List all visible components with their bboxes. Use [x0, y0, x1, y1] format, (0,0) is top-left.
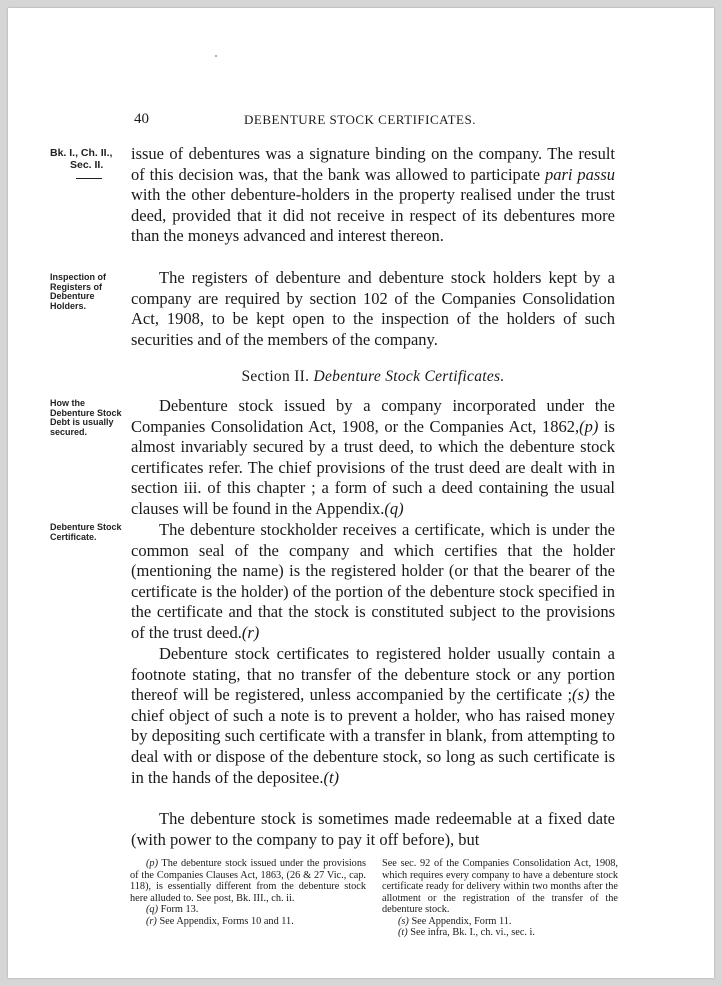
footnote-continuation: See sec. 92 of the Companies Consolidation Act, 1908, which requires every company to have a debenture stock certificate ready for delivery within two months after the allotment or the registration of the transfer of the debenture stock.: [382, 858, 618, 915]
speck-mark: [215, 55, 217, 57]
footnote-r: [130, 916, 366, 928]
footnote-text: See infra, Bk. I., ch. vi., sec. i.: [407, 927, 535, 938]
book-reference-line2: Sec. II.: [70, 159, 104, 171]
paragraph-certificate: [131, 520, 615, 644]
footnote-mark: (p): [146, 858, 159, 869]
section-label: Section II.: [241, 368, 310, 385]
paragraph-inspection: The registers of debenture and debenture stock holders kept by a company are required by section 102 of the Companies Consolidation Act, 1908, to be kept open to the inspection of the holders of such securities and of the members of the company.: [131, 268, 615, 349]
footnote-s: [382, 916, 618, 928]
paragraph-registered-holder: [131, 644, 615, 788]
footnote-text: See Appendix, Form 11.: [408, 915, 512, 927]
paragraph-how-secured: [131, 396, 615, 520]
paragraph-text: issue of debentures was a signature binding on the company. The result of this decision was, that the bank was allowed to participate: [131, 144, 615, 184]
section-heading: [131, 368, 615, 386]
margin-note-how-secured: How the Debenture Stock Debt is usually secured.: [50, 398, 122, 437]
footnote-column-right: [382, 858, 618, 939]
paragraph-text: with the other debenture-holders in the property realised under the trust deed, provided that it did not receive in respect of its debentures more than the moneys advanced and interest thereon.: [131, 185, 615, 246]
page-header: [8, 111, 714, 133]
footnote-ref: (p): [579, 416, 599, 436]
italic-phrase: pari passu: [544, 164, 615, 184]
footnote-text: See Appendix, Forms 10 and 11.: [156, 915, 294, 927]
paragraph-text: is almost invariably secured by a trust deed, to which the debenture stock certificates refer. The chief provisions of the trust deed are dealt with in section iii. of this chapter ; a form of such a deed containing the usual clauses will be found in the Appendix.: [131, 416, 615, 518]
footnote-ref: (q): [384, 498, 404, 518]
paragraph-text: Debenture stock certificates to registered holder usually contain a footnote stating, that no transfer of the debenture stock or any portion thereof will be registered, unless accompanied by the certificate ;: [131, 644, 615, 705]
paragraph-text: Debenture stock issued by a company incorporated under the Companies Consolidation Act, 1908, or the Companies Act, 1862,: [131, 396, 615, 436]
footnote-mark: (s): [398, 915, 409, 927]
footnote-ref: (t): [323, 767, 340, 787]
book-reference-line1: Bk. I., Ch. II.,: [50, 147, 113, 159]
margin-note-inspection: Inspection of Registers of Debenture Holders.: [50, 272, 106, 311]
footnote-q: [130, 904, 366, 916]
running-title: DEBENTURE STOCK CERTIFICATES.: [244, 112, 476, 127]
footnotes: [130, 858, 618, 939]
section-title: Debenture Stock Certificates.: [313, 368, 505, 385]
footnote-t: [382, 927, 618, 939]
footnote-ref: (r): [241, 622, 260, 642]
margin-rule: [76, 178, 102, 179]
page-number: 40: [134, 111, 149, 127]
margin-note-book-reference: [50, 147, 130, 171]
paragraph-text: The debenture stockholder receives a certificate, which is under the common seal of the company and which certifies that the holder (mentioning the name) is the registered holder (or that the bearer of the certificate is the holder) of the portion of the debenture stock specified in the certificate and that the stock is constituted subject to the provisions of the trust deed.: [131, 520, 615, 642]
footnote-text: The debenture stock issued under the provisions of the Companies Clauses Act, 1863, (26 & 27 Vic., cap. 118), is essentially different from the debenture stock here alluded to. See post, Bk. III., ch. ii.: [130, 858, 366, 904]
margin-note-certificate: Debenture Stock Certificate.: [50, 522, 122, 542]
paragraph-continuation: [131, 144, 615, 247]
footnote-mark: (q): [146, 904, 159, 915]
footnote-mark: (r): [146, 915, 157, 927]
footnote-column-left: [130, 858, 366, 939]
footnote-p: [130, 858, 366, 904]
paragraph-redeemable: The debenture stock is sometimes made redeemable at a fixed date (with power to the company to pay it off before), but: [131, 809, 615, 849]
footnote-text: Form 13.: [158, 904, 199, 915]
footnote-ref: (s): [572, 685, 590, 705]
book-page: [8, 8, 714, 978]
paragraph-text: the chief object of such a note is to prevent a holder, who has raised money by depositing such certificate with a transfer in blank, from attempting to deal with or dispose of the debenture stock, so long as such certificate is in the hands of the depositee.: [131, 685, 615, 787]
footnote-mark: (t): [398, 927, 408, 938]
